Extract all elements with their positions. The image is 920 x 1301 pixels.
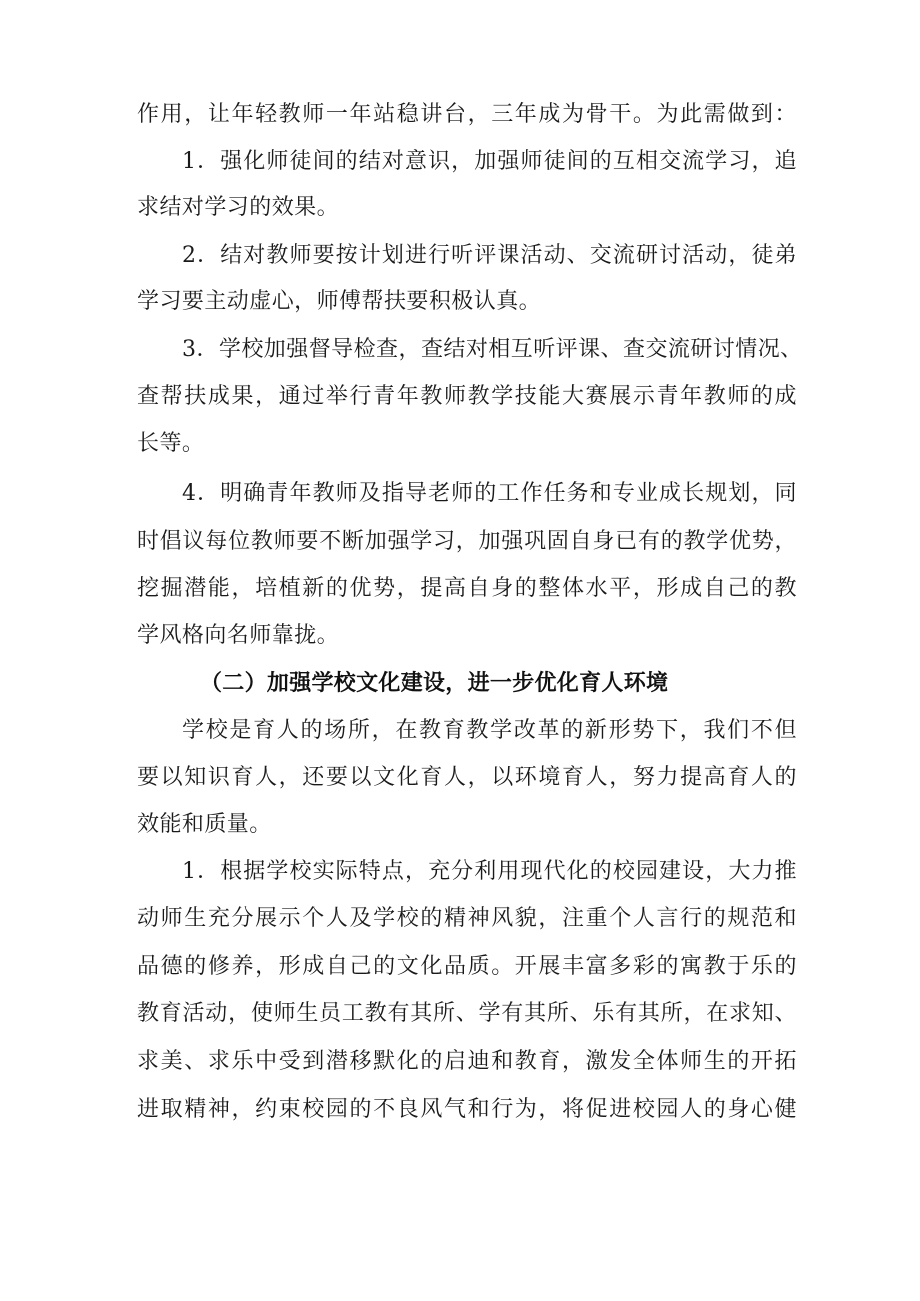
paragraph-line: 求结对学习的效果。 — [137, 195, 340, 220]
paragraph-line: 学风格向名师靠拢。 — [137, 623, 340, 648]
paragraph-line: 动师生充分展示个人及学校的精神风貌，注重个人言行的规范和 — [137, 906, 797, 931]
paragraph-line: 1．根据学校实际特点，充分利用现代化的校园建设，大力推 — [182, 859, 797, 884]
paragraph-line: 挖掘潜能，培植新的优势，提高自身的整体水平，形成自己的教 — [137, 576, 797, 601]
paragraph-line: 长等。 — [137, 431, 205, 456]
paragraph-line: 作用，让年轻教师一年站稳讲台，三年成为骨干。为此需做到： — [137, 102, 797, 127]
paragraph-line: 查帮扶成果，通过举行青年教师教学技能大赛展示青年教师的成 — [137, 384, 797, 409]
paragraph-line: 3．学校加强督导检查，查结对相互听评课、查交流研讨情况、 — [182, 337, 803, 362]
paragraph-line: 学习要主动虚心，师傅帮扶要积极认真。 — [137, 289, 542, 314]
paragraph-line: 进取精神，约束校园的不良风气和行为，将促进校园人的身心健 — [137, 1097, 797, 1122]
paragraph-line: 1．强化师徒间的结对意识，加强师徒间的互相交流学习，追 — [182, 149, 797, 174]
paragraph-line: 品德的修养，形成自己的文化品质。开展丰富多彩的寓教于乐的 — [137, 954, 797, 979]
paragraph-line: 时倡议每位教师要不断加强学习，加强巩固自身已有的教学优势， — [137, 529, 797, 554]
paragraph-line: 要以知识育人，还要以文化育人，以环境育人，努力提高育人的 — [137, 765, 797, 790]
paragraph-line: 效能和质量。 — [137, 812, 272, 837]
paragraph-line: 求美、求乐中受到潜移默化的启迪和教育，激发全体师生的开拓 — [137, 1049, 797, 1074]
paragraph-line: 2．结对教师要按计划进行听评课活动、交流研讨活动，徒弟 — [182, 243, 797, 268]
paragraph-line: 4．明确青年教师及指导老师的工作任务和专业成长规划，同 — [182, 481, 797, 506]
paragraph-line: 教育活动，使师生员工教有其所、学有其所、乐有其所，在求知、 — [137, 1001, 797, 1026]
section-heading: （二）加强学校文化建设，进一步优化育人环境 — [200, 671, 669, 696]
paragraph-line: 学校是育人的场所，在教育教学改革的新形势下，我们不但 — [182, 718, 797, 743]
